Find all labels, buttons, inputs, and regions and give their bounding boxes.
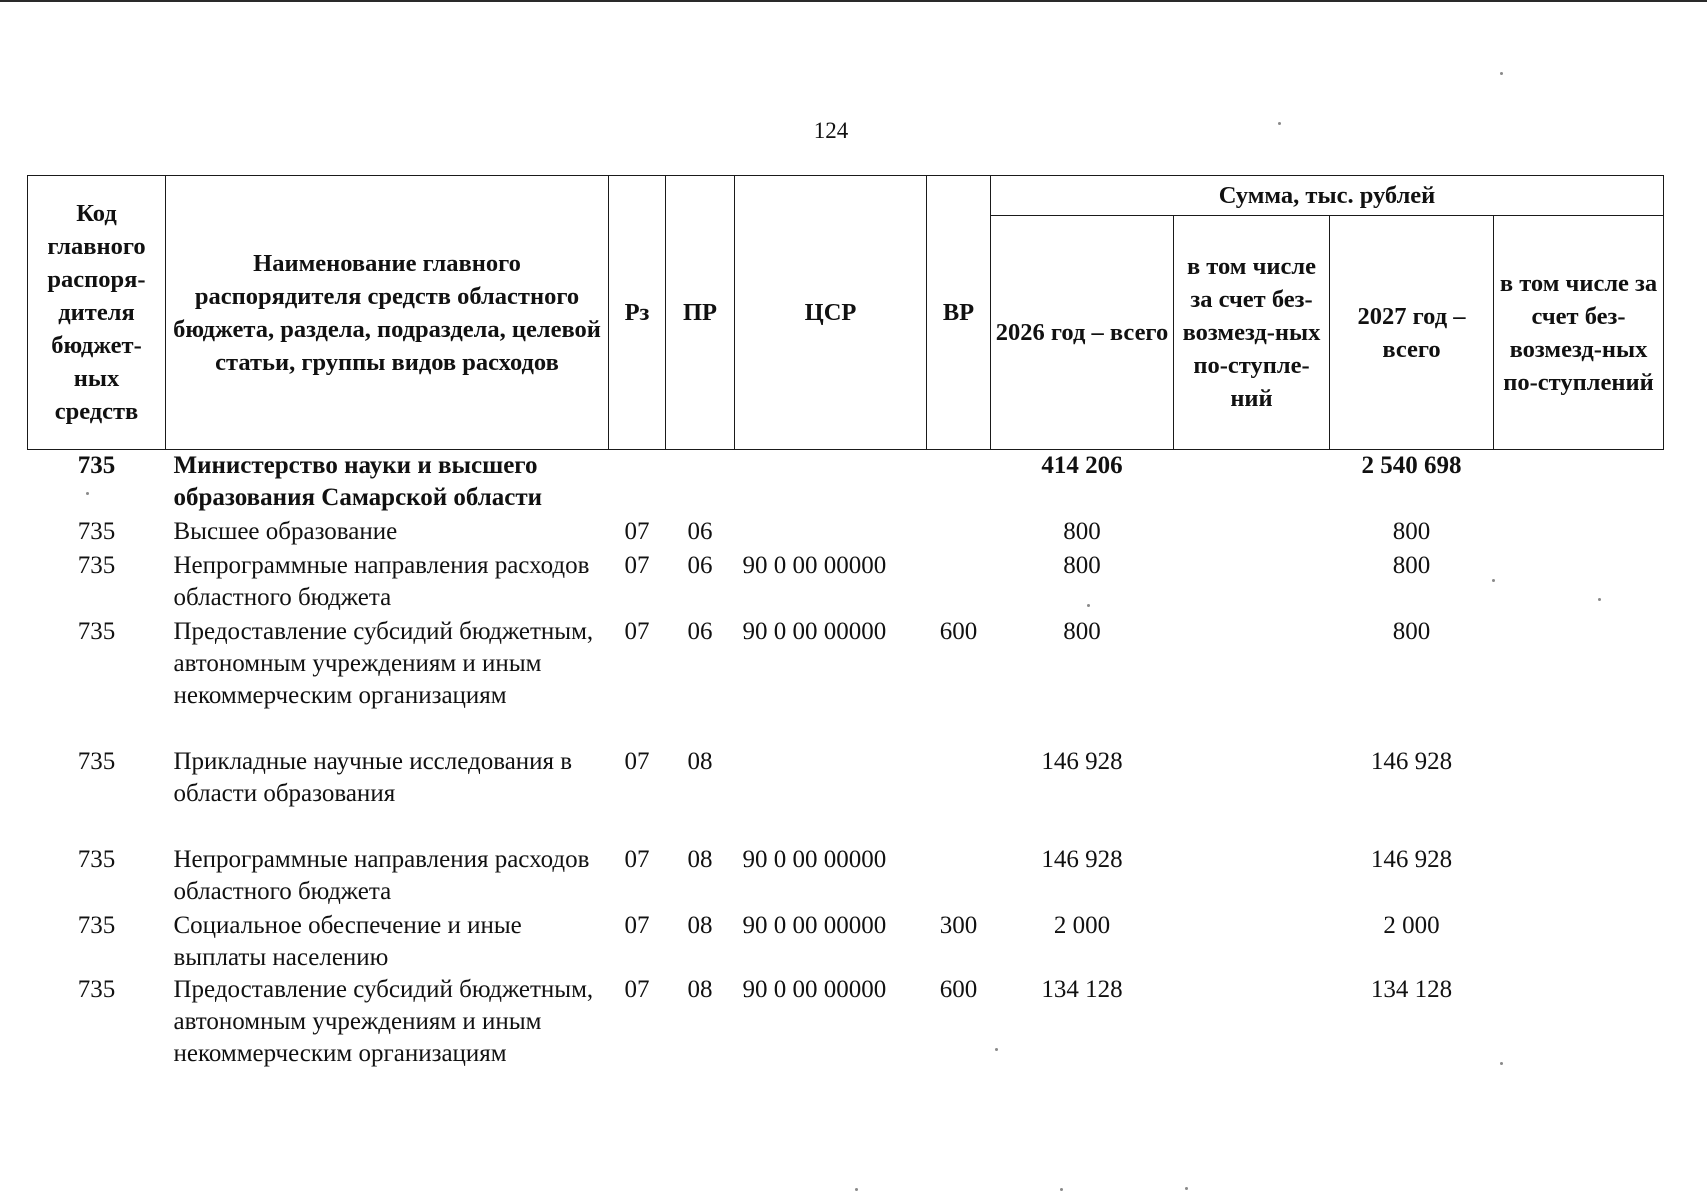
scan-speck [1060,1188,1063,1191]
cell-2027-grant [1494,746,1664,844]
cell-rz: 07 [624,517,650,545]
cell-2026-total: 800 [1063,517,1101,545]
cell-2027-grant [1494,616,1664,746]
cell-2026-total: 800 [1063,551,1101,579]
budget-table [27,175,1664,1104]
cell-name: Предоставление субсидий бюджетным, автономным учреждениям и иным некоммерческим организациям [173,975,594,1067]
cell-code: 735 [77,845,116,873]
cell-2027-grant [1494,550,1664,616]
cell-name: Предоставление субсидий бюджетным, автономным учреждениям и иным некоммерческим организациям [173,617,594,709]
cell-2026-grant [1174,974,1330,1104]
cell-vr: 600 [939,975,978,1003]
cell-2026-total: 414 206 [1041,452,1123,479]
table-row [28,450,1664,516]
cell-vr [927,746,991,844]
page-number: 124 [813,118,849,143]
cell-code: 735 [77,975,116,1003]
cell-csr: 90 0 00 00000 [742,551,887,579]
top-rule [0,0,1707,2]
header-pr: ПР [666,176,735,450]
table-row [28,910,1664,974]
scan-speck [1185,1187,1188,1190]
cell-2026-total: 2 000 [1053,911,1111,939]
header-2026-grant: в том числе за счет без-возмезд-ных по-ступле-ний [1174,216,1330,450]
cell-2026-grant [1174,550,1330,616]
cell-rz: 07 [624,975,650,1003]
cell-pr: 08 [687,975,713,1003]
table-header [28,176,1664,450]
cell-2027-grant [1494,516,1664,550]
cell-name: Министерство науки и высшего образования Самарской области [173,452,543,511]
cell-pr: 06 [687,517,713,545]
table-row [28,550,1664,616]
cell-rz: 07 [624,845,650,873]
header-sum-group: Сумма, тыс. рублей [991,176,1664,216]
header-csr: ЦСР [735,176,927,450]
cell-2027-grant [1494,974,1664,1104]
cell-2027-total: 134 128 [1370,975,1453,1003]
table-row [28,844,1664,910]
cell-vr [927,844,991,910]
table-row [28,516,1664,550]
cell-pr: 06 [687,551,713,579]
cell-vr: 300 [939,911,978,939]
cell-csr: 90 0 00 00000 [742,617,887,645]
header-rz: Рз [609,176,666,450]
scan-speck [995,1048,998,1051]
cell-2026-total: 146 928 [1041,747,1123,775]
cell-code: 735 [77,452,116,479]
table-row [28,616,1664,746]
header-vr: ВР [927,176,991,450]
scan-speck [1500,72,1503,75]
cell-csr: 90 0 00 00000 [742,975,887,1003]
cell-2027-total: 2 540 698 [1361,452,1462,479]
cell-2027-grant [1494,844,1664,910]
cell-rz: 07 [624,911,650,939]
header-2026-total: 2026 год – всего [991,216,1174,450]
cell-code: 735 [77,517,116,545]
cell-rz: 07 [624,551,650,579]
cell-code: 735 [77,617,116,645]
cell-vr [927,516,991,550]
cell-code: 735 [77,551,116,579]
scan-speck [86,492,89,495]
cell-2026-grant [1174,910,1330,974]
scan-speck [1278,122,1281,125]
cell-2027-grant [1494,450,1664,516]
cell-pr: 08 [687,845,713,873]
table-body [28,450,1664,1104]
cell-2027-total: 2 000 [1383,911,1440,939]
cell-vr: 600 [939,617,978,645]
cell-name: Социальное обеспечение и иные выплаты населению [173,911,522,971]
scan-speck [1492,579,1495,582]
scan-speck [855,1188,858,1191]
cell-2027-total: 146 928 [1370,747,1453,775]
cell-code: 735 [77,747,116,775]
cell-csr [735,746,927,844]
cell-csr: 90 0 00 00000 [742,911,887,939]
cell-2026-total: 800 [1063,617,1101,645]
cell-2026-grant [1174,516,1330,550]
cell-vr [927,450,991,516]
cell-name: Прикладные научные исследования в области образования [173,747,573,807]
cell-2027-total: 800 [1392,617,1431,645]
cell-2027-grant [1494,910,1664,974]
cell-2026-grant [1174,844,1330,910]
header-name: Наименование главного распорядителя средств областного бюджета, раздела, подраздела, целевой статьи, группы видов расходов [166,176,609,450]
cell-pr: 08 [687,911,713,939]
cell-2026-total: 134 128 [1041,975,1123,1003]
cell-2027-total: 146 928 [1370,845,1453,873]
cell-pr: 06 [687,617,713,645]
cell-pr: 08 [687,747,713,775]
cell-pr [666,450,735,516]
cell-2026-total: 146 928 [1041,845,1123,873]
cell-rz: 07 [624,747,650,775]
scan-speck [1087,604,1090,607]
cell-rz: 07 [624,617,650,645]
cell-name: Непрограммные направления расходов областного бюджета [173,845,590,905]
cell-csr: 90 0 00 00000 [742,845,887,873]
header-2027-grant: в том числе за счет без-возмезд-ных по-ступлений [1494,216,1664,450]
cell-2026-grant [1174,746,1330,844]
table-row [28,974,1664,1104]
cell-rz [609,450,666,516]
scan-speck [1598,598,1601,601]
cell-name: Высшее образование [173,517,398,545]
cell-name: Непрограммные направления расходов областного бюджета [173,551,590,611]
table-row [28,746,1664,844]
cell-vr [927,550,991,616]
cell-csr [735,450,927,516]
cell-2026-grant [1174,450,1330,516]
header-2027-total: 2027 год – всего [1330,216,1494,450]
cell-code: 735 [77,911,116,939]
cell-csr [735,516,927,550]
cell-2027-total: 800 [1392,517,1431,545]
header-code: Код главного распоря-дителя бюджет-ных средств [28,176,166,450]
cell-2026-grant [1174,616,1330,746]
scan-speck [1500,1062,1503,1065]
cell-2027-total: 800 [1392,551,1431,579]
